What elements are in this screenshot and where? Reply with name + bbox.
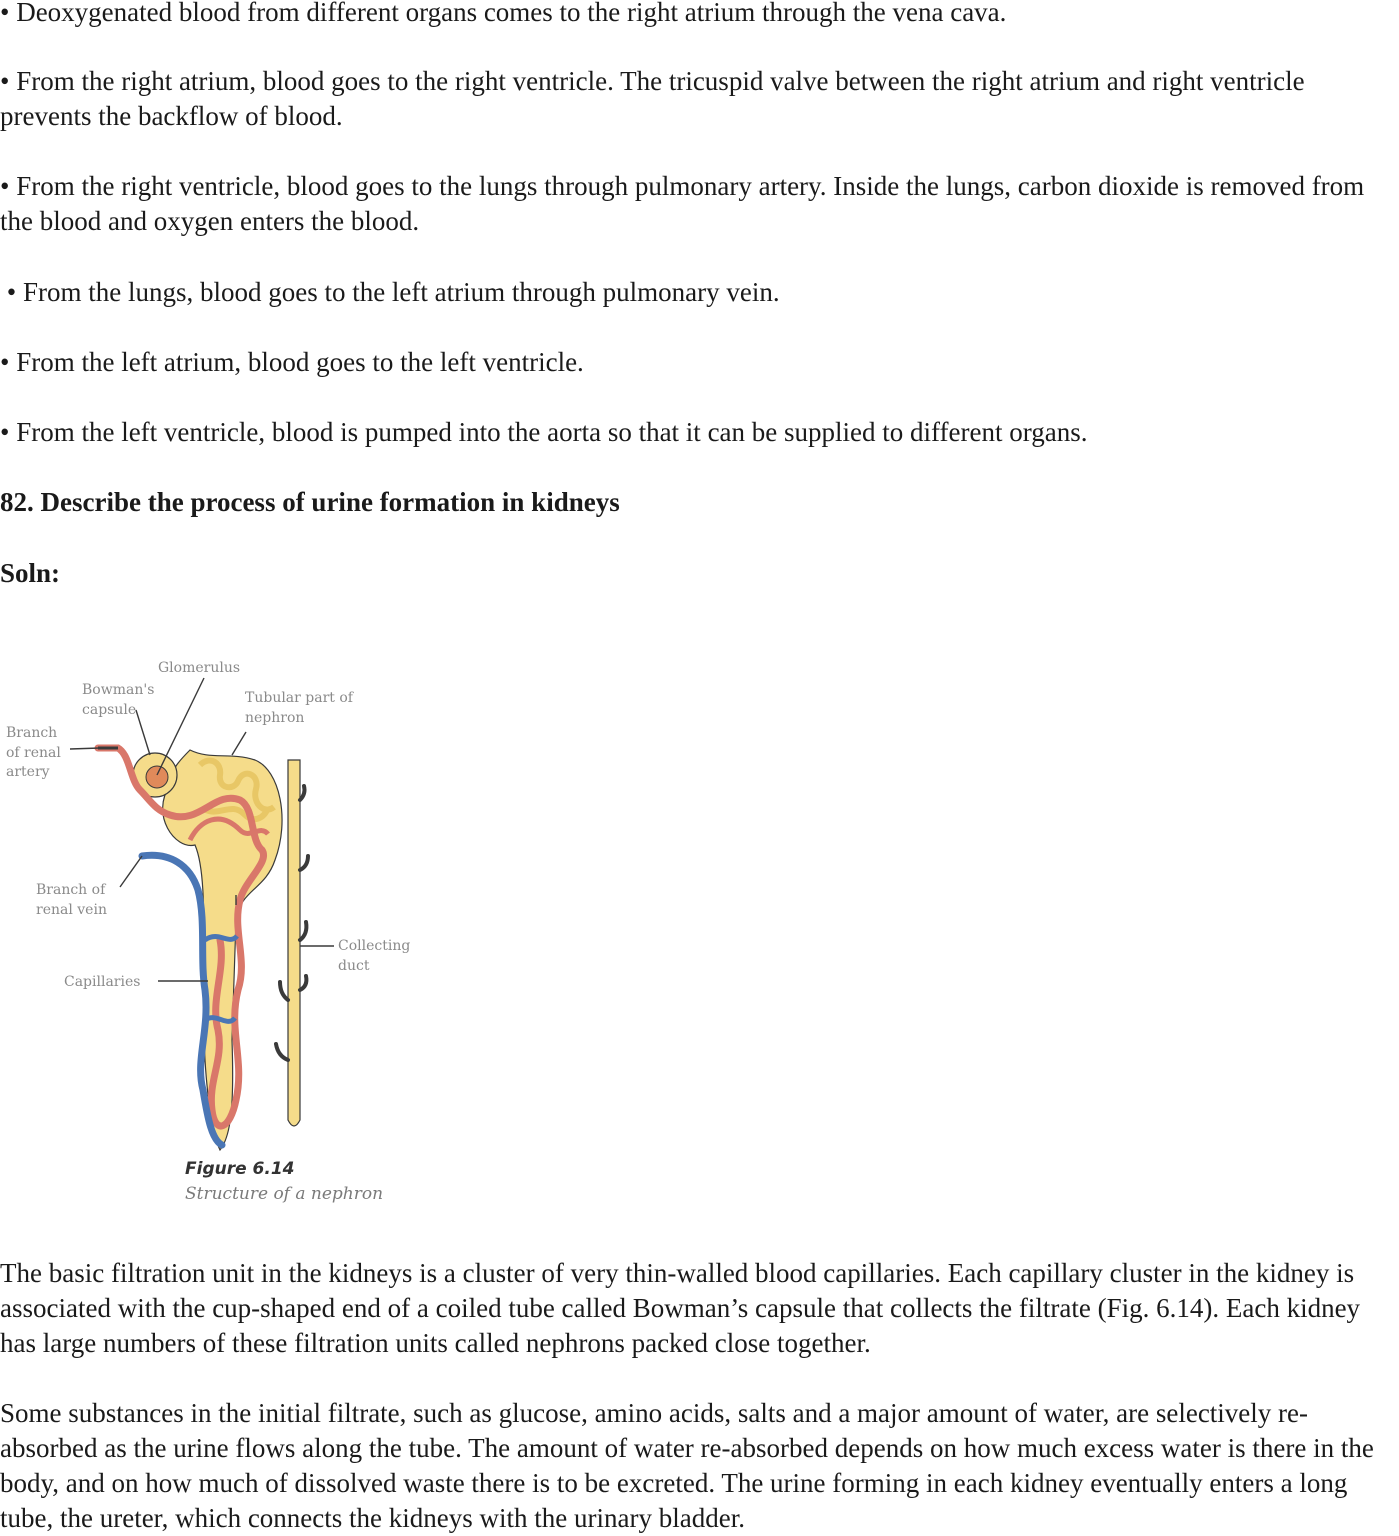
bullet-lungs: • From the lungs, blood goes to the left atrium through pulmonary vein. xyxy=(0,277,780,307)
label-glomerulus: Glomerulus xyxy=(158,660,241,676)
label-artery-2: of renal xyxy=(6,745,61,761)
label-vein-1: Branch of xyxy=(36,882,106,898)
label-artery-1: Branch xyxy=(6,725,58,741)
paragraph-reabsorption: Some substances in the initial filtrate, such as glucose, amino acids, salts and a major amount of water, are selectively re-absorbed as the urine flows along the tube. The amount of water re-absorbed depends on how much excess water is there in the body, and on how much of dissolved waste there is to be excreted. The urine forming in each kidney eventually enters a long tube, the ureter, which connects the kidneys with the urinary bladder. xyxy=(0,1398,1374,1533)
label-duct-2: duct xyxy=(338,958,370,974)
label-tubular-1: Tubular part of xyxy=(245,690,353,706)
figure-caption-title: Figure 6.14 xyxy=(185,1159,295,1179)
label-bowmans-1: Bowman's xyxy=(82,682,155,698)
label-bowmans-2: capsule xyxy=(82,702,137,718)
solution-label: Soln: xyxy=(0,558,61,588)
question-heading: 82. Describe the process of urine formation in kidneys xyxy=(0,487,620,517)
label-artery-3: artery xyxy=(6,764,50,780)
nephron-diagram xyxy=(0,640,440,1220)
bullet-right-atrium: • From the right atrium, blood goes to the right ventricle. The tricuspid valve between the right atrium and right ventricle prevents the backflow of blood. xyxy=(0,66,1305,131)
bullet-right-ventricle: • From the right ventricle, blood goes to the lungs through pulmonary artery. Inside the lungs, carbon dioxide is removed from the blood and oxygen enters the blood. xyxy=(0,171,1365,236)
paragraph-filtration-unit: The basic filtration unit in the kidneys is a cluster of very thin-walled blood capillaries. Each capillary cluster in the kidney is associated with the cup-shaped end of a coiled tube called Bowman’s capsule that collects the filtrate (Fig. 6.14). Each kidney has large numbers of these filtration units called nephrons packed close together. xyxy=(0,1258,1361,1358)
label-vein-2: renal vein xyxy=(36,902,107,918)
bullet-left-ventricle: • From the left ventricle, blood is pumped into the aorta so that it can be supplied to different organs. xyxy=(0,417,1088,447)
bullet-vena-cava: • Deoxygenated blood from different organs comes to the right atrium through the vena cava. xyxy=(0,0,1007,27)
glomerulus xyxy=(146,766,168,788)
label-tubular-2: nephron xyxy=(245,710,305,726)
nephron-figure xyxy=(0,640,440,1220)
label-duct-1: Collecting xyxy=(338,938,411,954)
figure-caption-text: Structure of a nephron xyxy=(185,1184,384,1204)
label-capillaries: Capillaries xyxy=(64,974,141,990)
bullet-left-atrium: • From the left atrium, blood goes to the left ventricle. xyxy=(0,347,584,377)
